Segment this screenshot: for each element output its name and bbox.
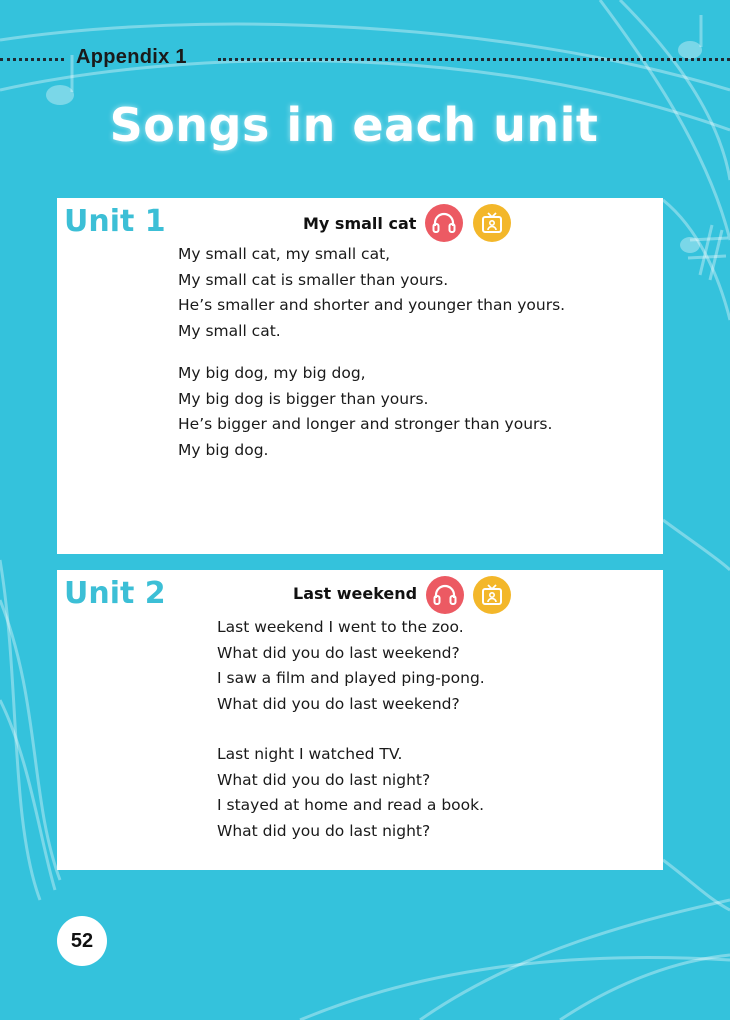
lyric-line: What did you do last night? <box>217 770 431 789</box>
headphones-icon[interactable] <box>425 204 463 242</box>
lyric-line: My small cat is smaller than yours. <box>178 270 449 289</box>
lyric-line: My small cat, my small cat, <box>178 245 391 263</box>
lyric-line: My big dog is bigger than yours. <box>178 389 429 408</box>
lyric-line: My big dog. <box>178 440 269 459</box>
lyric-line: What did you do last weekend? <box>217 694 460 713</box>
lyric-line: My big dog, my big dog, <box>178 364 366 382</box>
appendix-header <box>0 44 730 74</box>
lyric-line: Last weekend I went to the zoo. <box>217 618 464 636</box>
dotted-divider-right <box>218 58 730 61</box>
lyric-line: What did you do last night? <box>217 821 431 840</box>
video-icon[interactable] <box>473 576 511 614</box>
stanza <box>178 361 552 463</box>
lyric-line: Last night I watched TV. <box>217 745 403 763</box>
lyric-line: He’s smaller and shorter and younger than yours. <box>178 296 566 314</box>
unit-2-card <box>57 570 663 870</box>
lyric-line: My small cat. <box>178 321 281 340</box>
lyric-line: I saw a film and played ping-pong. <box>217 669 485 687</box>
stanza <box>217 615 485 717</box>
lyric-line: I stayed at home and read a book. <box>217 796 485 814</box>
unit-label: Unit 2 <box>64 576 166 611</box>
headphones-icon[interactable] <box>426 576 464 614</box>
lyric-line: He’s bigger and longer and stronger than yours. <box>178 415 553 433</box>
unit-label: Unit 1 <box>64 204 166 239</box>
stanza <box>178 242 565 344</box>
lyric-line: What did you do last weekend? <box>217 643 460 662</box>
unit-1-card <box>57 198 663 554</box>
stanza <box>217 742 484 844</box>
appendix-label: Appendix 1 <box>76 46 187 68</box>
dotted-divider-left <box>0 58 64 61</box>
page-number: 52 <box>57 916 107 966</box>
song-title: My small cat <box>303 214 417 233</box>
page-title: Songs in each unit <box>109 98 599 152</box>
video-icon[interactable] <box>473 204 511 242</box>
song-title: Last weekend <box>293 584 418 603</box>
